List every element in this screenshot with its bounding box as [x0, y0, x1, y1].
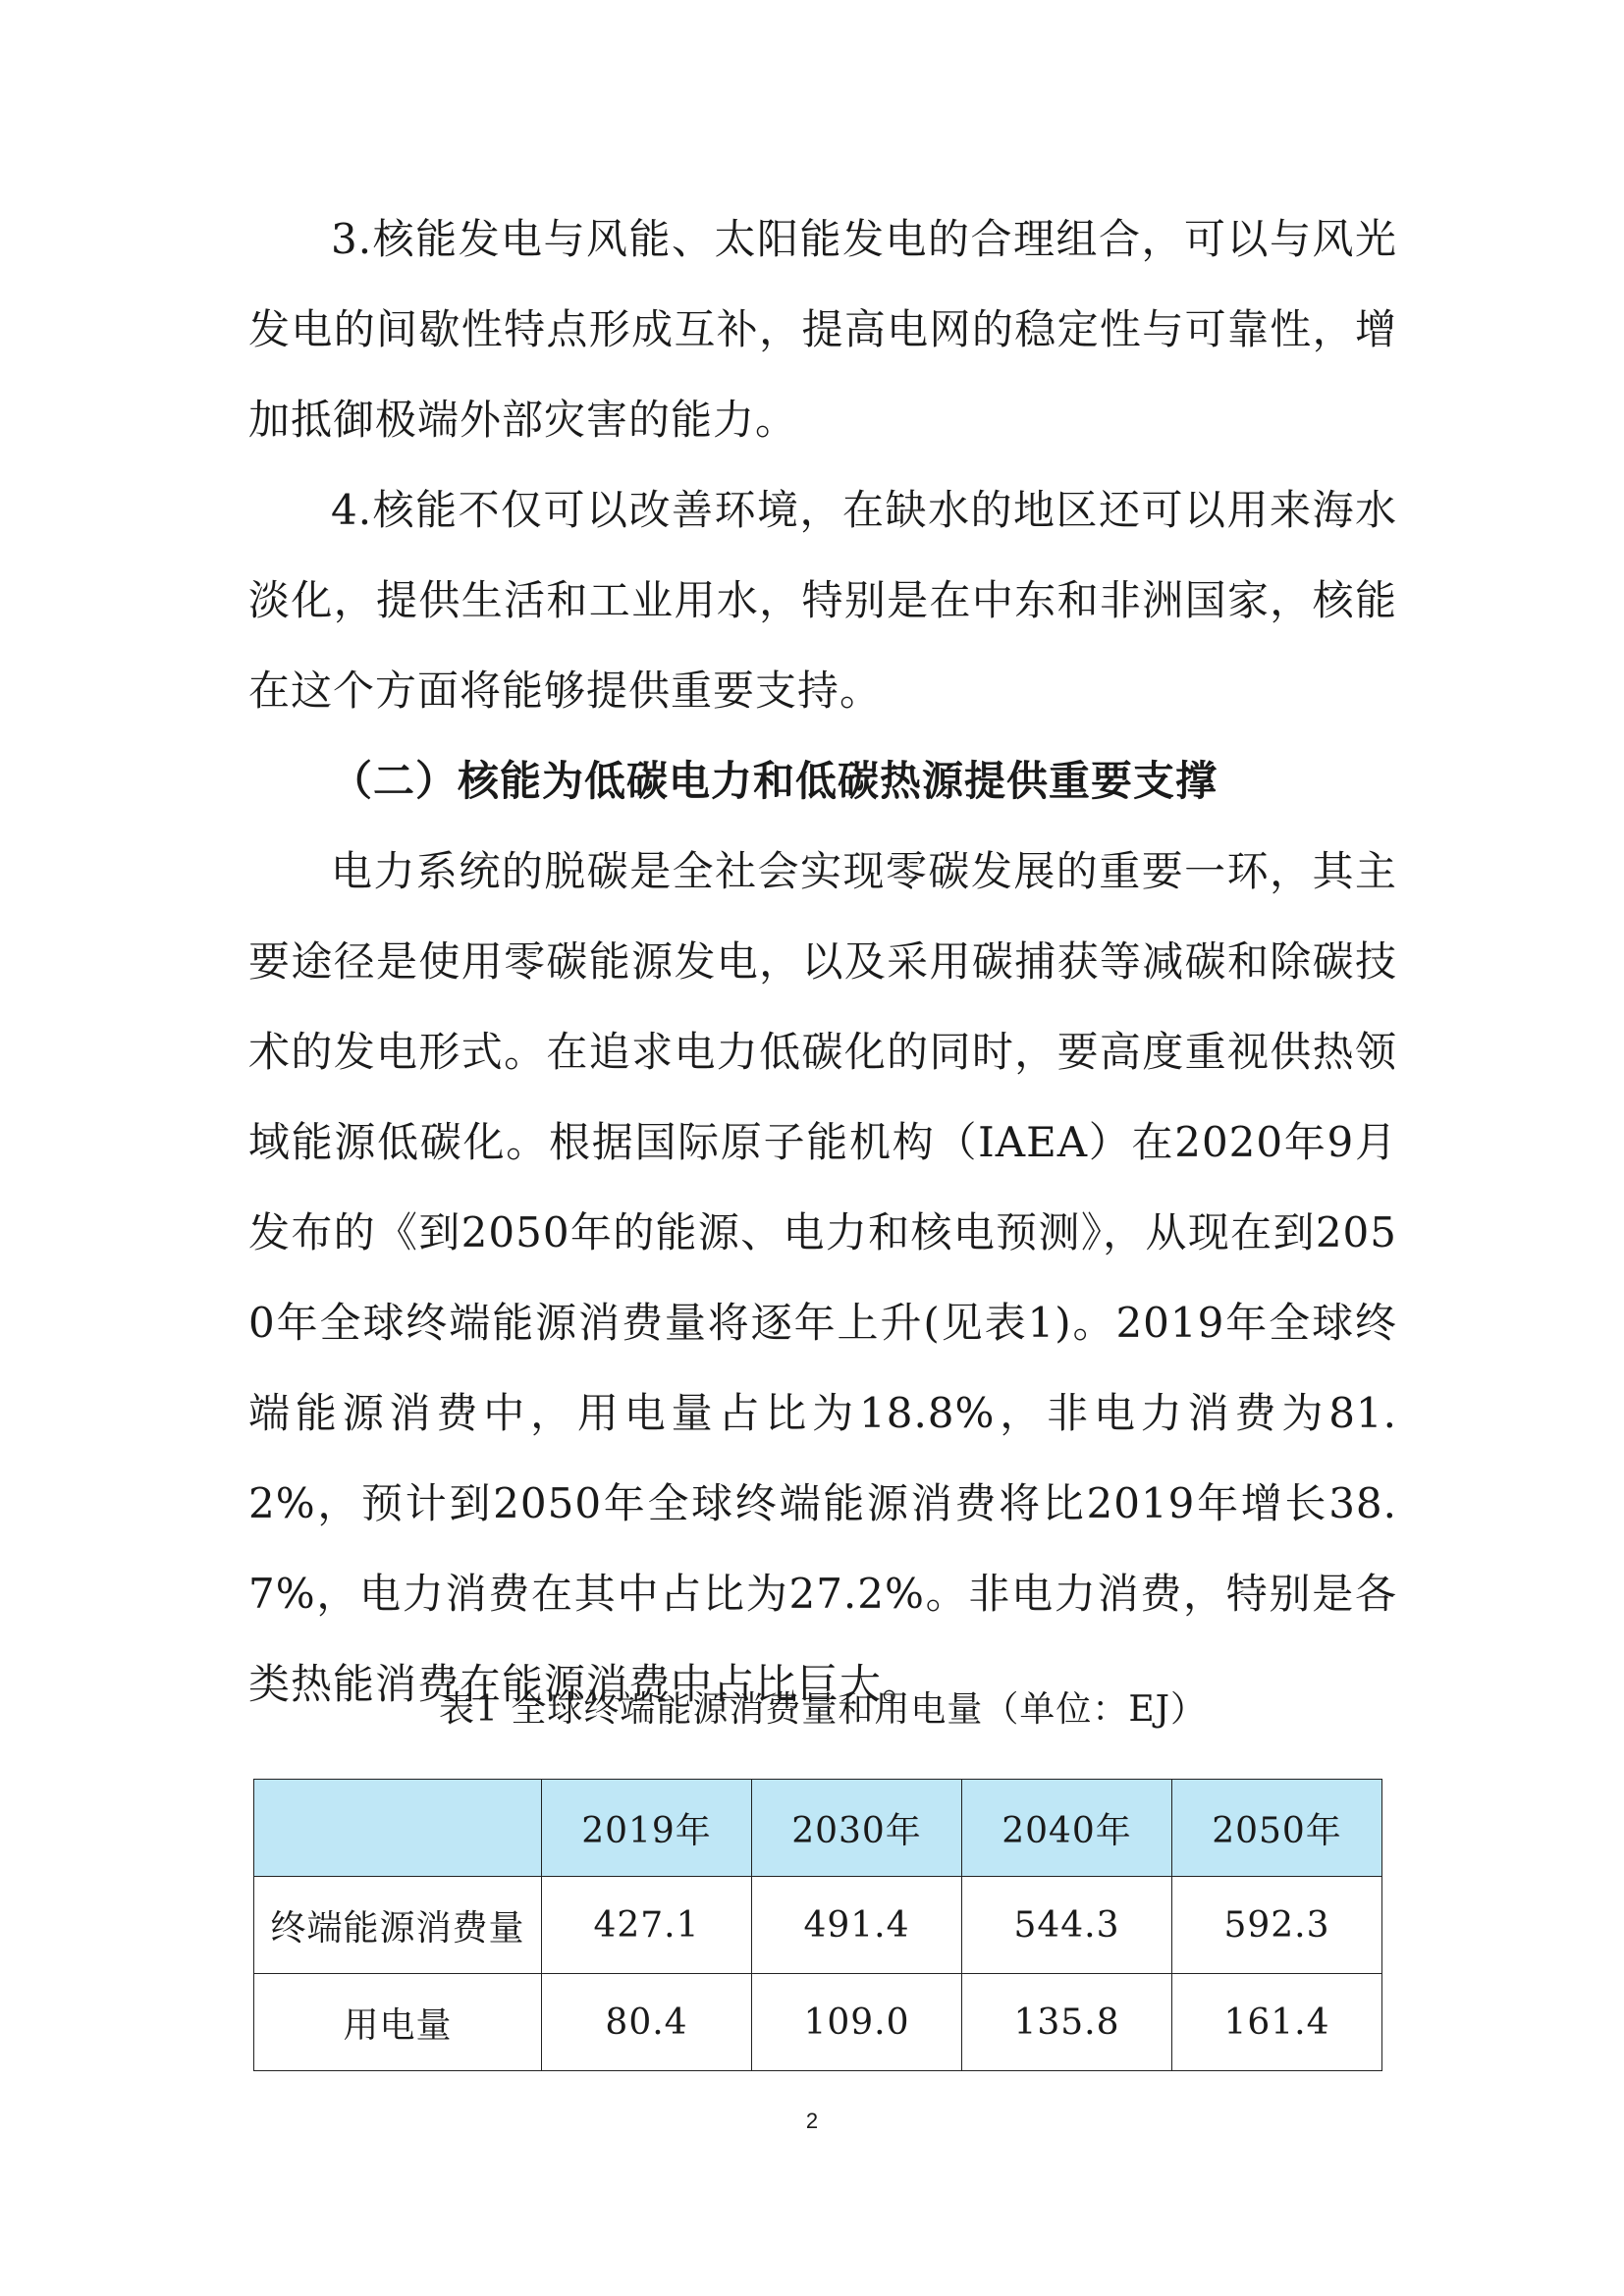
table-row [254, 1877, 1382, 1974]
table-cell: 427.1 [542, 1877, 752, 1974]
paragraph-3: 3.核能发电与风能、太阳能发电的合理组合，可以与风光发电的间歇性特点形成互补，提高电网的稳定性与可靠性，增加抵御极端外部灾害的能力。 [248, 215, 1397, 444]
energy-consumption-table [253, 1779, 1382, 2071]
table-cell: 109.0 [752, 1974, 962, 2071]
table-cell: 491.4 [752, 1877, 962, 1974]
paragraph-4: 4.核能不仅可以改善环境，在缺水的地区还可以用来海水淡化，提供生活和工业用水，特别是在中东和非洲国家，核能在这个方面将能够提供重要支持。 [248, 486, 1397, 715]
table-header-cell: 2040年 [962, 1780, 1172, 1877]
page-number: 2 [805, 2109, 819, 2133]
table-cell: 592.3 [1172, 1877, 1382, 1974]
table-header-cell: 2050年 [1172, 1780, 1382, 1877]
row-label: 用电量 [254, 1974, 542, 2071]
table-cell: 161.4 [1172, 1974, 1382, 2071]
table-header-cell [254, 1780, 542, 1877]
table-header-cell: 2019年 [542, 1780, 752, 1877]
row-label: 终端能源消费量 [254, 1877, 542, 1974]
section-heading: （二）核能为低碳电力和低碳热源提供重要支撑 [331, 757, 1218, 805]
table-cell: 135.8 [962, 1974, 1172, 2071]
table-cell: 544.3 [962, 1877, 1172, 1974]
paragraph-power-system: 电力系统的脱碳是全社会实现零碳发展的重要一环，其主要途径是使用零碳能源发电，以及采用碳捕获等减碳和除碳技术的发电形式。在追求电力低碳化的同时，要高度重视供热领域能源低碳化。根据国际原子能机构（IAEA）在2020年9月发布的《到2050年的能源、电力和核电预测》，从现在到2050年全球终端能源消费量将逐年上升(见表1)。2019年全球终端能源消费中，用电量占比为18.8%，非电力消费为81.2%，预计到2050年全球终端能源消费将比2019年增长38.7%，电力消费在其中占比为27.2%。非电力消费，特别是各类热能消费在能源消费中占比巨大。 [248, 847, 1397, 1708]
table-row [254, 1974, 1382, 2071]
table-header-row [254, 1780, 1382, 1877]
table-cell: 80.4 [542, 1974, 752, 2071]
body-text [248, 194, 1397, 1730]
table-header-cell: 2030年 [752, 1780, 962, 1877]
table-caption: 表1 全球终端能源消费量和用电量（单位：EJ） [438, 1689, 1208, 1730]
